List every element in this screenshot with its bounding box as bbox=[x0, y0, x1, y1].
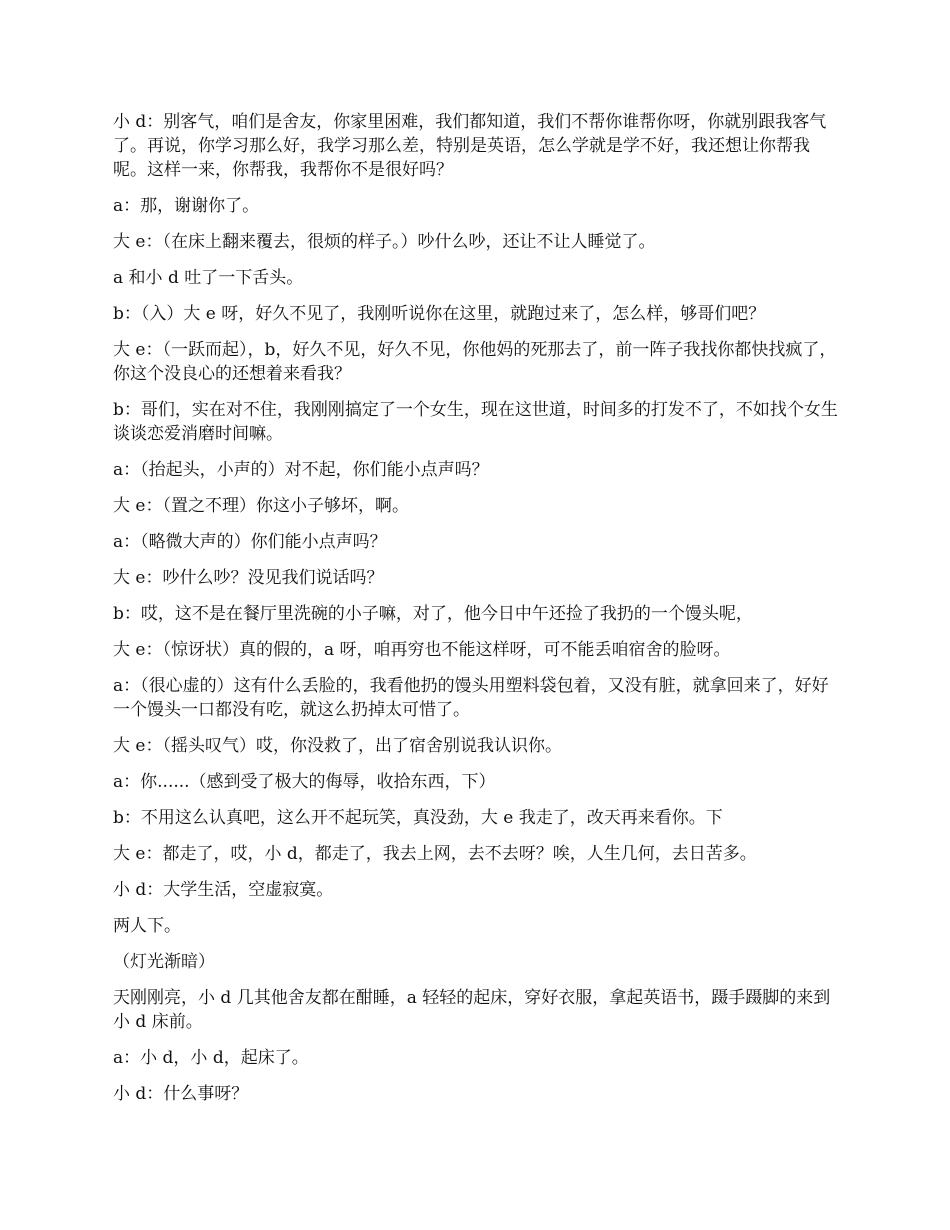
paragraph-5: b：（入）大 e 呀，好久不见了，我刚听说你在这里，就跑过来了，怎么样，够哥们吧？ bbox=[113, 304, 766, 324]
paragraph-10: a：（略微大声的）你们能小点声吗？ bbox=[113, 532, 387, 552]
paragraph-23: a：小 d，小 d，起床了。 bbox=[113, 1048, 309, 1068]
paragraph-6: 大 e：（一跃而起），b，好久不见，好久不见，你他妈的死那去了，前一阵子我找你都快找疯了，你这个没良心的还想着来看我？ bbox=[113, 340, 837, 384]
paragraph-19: 小 d：大学生活，空虚寂寞。 bbox=[113, 880, 334, 900]
paragraph-11: 大 e：吵什么吵？没见我们说话吗？ bbox=[113, 568, 384, 588]
paragraph-1: 小 d：别客气，咱们是舍友，你家里困难，我们都知道，我们不帮你谁帮你呀，你就别跟我客气了。再说，你学习那么好，我学习那么差，特别是英语，怎么学就是学不好，我还想让你帮我呢。这样一来，你帮我，我帮你不是很好吗？ bbox=[113, 112, 827, 180]
paragraph-4: a 和小 d 吐了一下舌头。 bbox=[113, 268, 304, 288]
paragraph-9: 大 e：（置之不理）你这小子够坏，啊。 bbox=[113, 496, 409, 516]
paragraph-2: a：那，谢谢你了。 bbox=[113, 196, 260, 216]
document-page bbox=[113, 110, 840, 1118]
paragraph-3: 大 e：（在床上翻来覆去，很烦的样子。）吵什么吵，还让不让人睡觉了。 bbox=[113, 232, 656, 252]
paragraph-12: b：哎，这不是在餐厅里洗碗的小子嘛，对了，他今日中午还捡了我扔的一个馒头呢， bbox=[113, 604, 753, 624]
paragraph-13: 大 e：（惊讶状）真的假的，a 呀，咱再穷也不能这样呀，可不能丢咱宿舍的脸呀。 bbox=[113, 640, 731, 660]
paragraph-17: b：不用这么认真吧，这么开不起玩笑，真没劲，大 e 我走了，改天再来看你。下 bbox=[113, 808, 723, 828]
paragraph-14: a：（很心虚的）这有什么丢脸的，我看他扔的馒头用塑料袋包着，又没有脏，就拿回来了，好好一个馒头一口都没有吃，就这么扔掉太可惜了。 bbox=[113, 676, 829, 720]
paragraph-18: 大 e：都走了，哎，小 d，都走了，我去上网，去不去呀？唉，人生几何，去日苦多。 bbox=[113, 844, 757, 864]
paragraph-15: 大 e：（摇头叹气）哎，你没救了，出了宿舍别说我认识你。 bbox=[113, 736, 562, 756]
paragraph-16: a：你......（感到受了极大的侮辱，收拾东西，下） bbox=[113, 772, 496, 792]
paragraph-20: 两人下。 bbox=[113, 916, 181, 936]
paragraph-7: b：哥们，实在对不住，我刚刚搞定了一个女生，现在这世道，时间多的打发不了，不如找个女生谈谈恋爱消磨时间嘛。 bbox=[113, 400, 838, 444]
paragraph-21: （灯光渐暗） bbox=[113, 952, 215, 972]
paragraph-24: 小 d：什么事呀？ bbox=[113, 1084, 249, 1104]
paragraph-8: a：（抬起头，小声的）对不起，你们能小点声吗？ bbox=[113, 460, 489, 480]
paragraph-22: 天刚刚亮，小 d 几其他舍友都在酣睡，a 轻轻的起床，穿好衣服，拿起英语书，蹑手蹑脚的来到小 d 床前。 bbox=[113, 988, 831, 1032]
